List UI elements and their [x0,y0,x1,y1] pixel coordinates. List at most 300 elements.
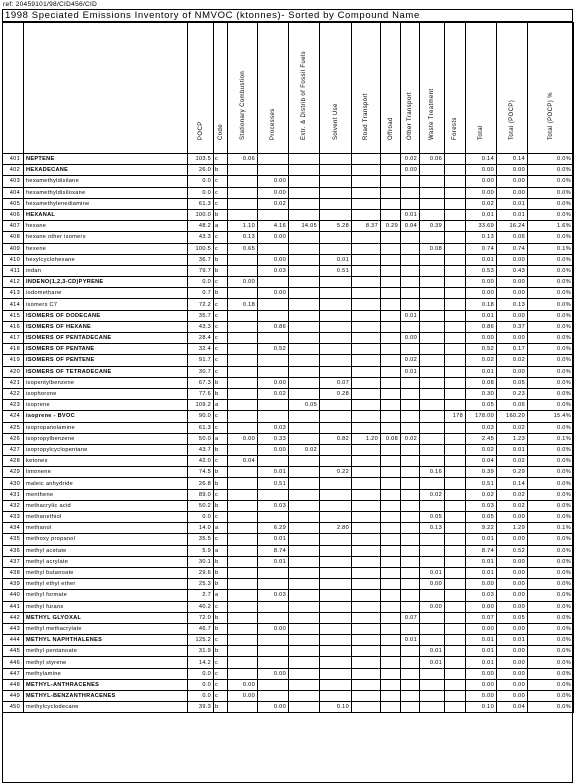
compound-name: INDENO(1,2,3-CD)PYRENE [24,277,188,288]
emission-value [228,444,258,455]
emission-value: 0.00 [258,176,289,187]
compound-name: isopentylbenzene [24,377,188,388]
code-value: b [214,254,228,265]
emission-value [445,165,466,176]
table-row [3,221,574,232]
emission-value: 0.0% [528,355,574,366]
code-value: b [214,165,228,176]
table-row [3,590,574,601]
emission-value [228,321,258,332]
pocp-value: 125.2 [188,635,214,646]
row-index: 420 [3,366,24,377]
emission-value: 0.02 [497,456,528,467]
emission-value [320,310,352,321]
emission-value [401,321,420,332]
emission-value: 0.00 [401,165,420,176]
emission-value [352,679,381,690]
row-index: 428 [3,456,24,467]
table-row [3,422,574,433]
emission-value [420,344,445,355]
emission-value [289,590,320,601]
emission-value [381,512,401,523]
table-title: 1998 Speciated Emissions Inventory of NMVOC (ktonnes)- Sorted by Compound Name [2,9,573,22]
emission-value [320,400,352,411]
emission-value: 4.16 [258,221,289,232]
emission-value [445,232,466,243]
emission-value: 0.1% [528,243,574,254]
emission-value [381,556,401,567]
emission-value: 5.28 [320,221,352,232]
table-row [3,355,574,366]
emission-value [381,377,401,388]
emission-value: 0.00 [228,679,258,690]
emission-value [445,512,466,523]
emission-value: 0.0% [528,478,574,489]
row-index: 448 [3,679,24,690]
emission-value [420,590,445,601]
row-index: 413 [3,288,24,299]
emission-value [352,154,381,165]
code-value: c [214,344,228,355]
emission-value [381,567,401,578]
emission-value: 0.00 [258,187,289,198]
emission-value [420,612,445,623]
emission-value [445,500,466,511]
compound-name: methyl furans [24,601,188,612]
emission-value: 0.0% [528,265,574,276]
emission-value [228,165,258,176]
emission-value: 0.0% [528,165,574,176]
emission-value [352,355,381,366]
table-row [3,702,574,713]
column-header [258,23,289,154]
emission-value [420,534,445,545]
pocp-value: 35.5 [188,534,214,545]
pocp-value: 0.7 [188,288,214,299]
emission-value: 0.22 [320,467,352,478]
pocp-value: 5.9 [188,545,214,556]
emission-value [381,635,401,646]
emission-value: 0.0% [528,691,574,702]
compound-name: ISOMERS OF PENTANE [24,344,188,355]
emission-value [401,277,420,288]
emission-value [401,422,420,433]
row-index: 419 [3,355,24,366]
row-index: 431 [3,489,24,500]
emission-value [401,478,420,489]
emission-value: 0.02 [420,489,445,500]
emission-value [320,176,352,187]
emission-value [420,478,445,489]
emission-value: 0.02 [497,355,528,366]
emission-value [289,422,320,433]
emission-value [228,411,258,422]
emission-value [289,198,320,209]
header-index [3,23,24,154]
emission-value: 9.22 [466,523,497,534]
emission-value [289,534,320,545]
emission-value [320,691,352,702]
emission-value [352,377,381,388]
emission-value: 16.24 [497,221,528,232]
emission-value [289,657,320,668]
emission-value: 0.00 [466,187,497,198]
emission-value [289,612,320,623]
pocp-value: 29.6 [188,567,214,578]
emission-value [258,165,289,176]
emission-value [445,567,466,578]
row-index: 414 [3,299,24,310]
pocp-value: 0.0 [188,691,214,702]
emission-value [258,657,289,668]
emission-value: 0.02 [466,489,497,500]
emission-value [289,310,320,321]
emission-value [381,668,401,679]
emission-value [381,310,401,321]
emission-value [289,691,320,702]
emission-value: 33.69 [466,221,497,232]
emission-value [381,444,401,455]
emission-value: 0.00 [497,288,528,299]
emission-value: 0.02 [497,500,528,511]
table-row [3,556,574,567]
emission-value: 15.4% [528,411,574,422]
emission-value: 0.02 [497,489,528,500]
pocp-value: 79.7 [188,265,214,276]
emission-value [289,288,320,299]
emission-value [352,512,381,523]
compound-name: methyl ethyl ether [24,579,188,590]
emission-value [228,344,258,355]
emission-value [289,579,320,590]
emission-value: 0.04 [401,221,420,232]
emission-value [289,187,320,198]
compound-name: ISOMERS OF PENTENE [24,355,188,366]
emission-value: 0.01 [466,567,497,578]
emission-value: 0.10 [466,702,497,713]
emission-value [420,333,445,344]
emission-value [381,321,401,332]
emission-value [320,344,352,355]
row-index: 416 [3,321,24,332]
emission-value: 0.02 [466,198,497,209]
emission-value [258,400,289,411]
compound-name: ISOMERS OF HEXANE [24,321,188,332]
code-value: c [214,422,228,433]
emission-value [401,534,420,545]
emission-value: 0.00 [466,176,497,187]
emission-value [445,623,466,634]
emission-value: 0.01 [401,635,420,646]
emission-value: 0.01 [466,556,497,567]
emission-value [228,612,258,623]
emission-value [352,165,381,176]
emission-value: 0.00 [258,623,289,634]
emission-value [420,388,445,399]
emission-value [381,411,401,422]
emission-value: 0.01 [466,534,497,545]
emission-value [445,579,466,590]
row-index: 450 [3,702,24,713]
emission-value [320,243,352,254]
emission-value [289,154,320,165]
table-row [3,388,574,399]
emission-value [320,366,352,377]
emission-value [445,601,466,612]
compound-name: NEPTENE [24,154,188,165]
emission-value [445,209,466,220]
emission-value: 8.74 [258,545,289,556]
compound-name: isopropylbenzene [24,433,188,444]
emission-value: 0.00 [497,310,528,321]
emission-value [320,411,352,422]
row-index: 412 [3,277,24,288]
pocp-value: 25.3 [188,579,214,590]
emission-value [320,355,352,366]
emission-value [381,612,401,623]
emission-value: 0.1% [528,433,574,444]
emission-value [258,277,289,288]
emission-value [401,265,420,276]
emission-value [401,467,420,478]
emission-value: 0.00 [497,601,528,612]
emission-value [352,467,381,478]
emission-value [228,388,258,399]
table-row [3,254,574,265]
column-header-label: Total [478,125,484,140]
emission-value [258,635,289,646]
emission-value [445,444,466,455]
row-index: 444 [3,635,24,646]
column-header [381,23,401,154]
emission-value: 0.01 [420,567,445,578]
emission-value: 0.03 [466,590,497,601]
emission-value [445,277,466,288]
compound-name: iodomethane [24,288,188,299]
compound-name: methyl styrene [24,657,188,668]
emission-value [420,545,445,556]
emission-value [352,691,381,702]
emission-value [420,232,445,243]
emission-value [445,288,466,299]
emission-value [289,243,320,254]
emission-value [289,567,320,578]
emission-value [228,187,258,198]
emission-value: 0.00 [497,366,528,377]
emission-value [445,691,466,702]
emission-value: 0.0% [528,467,574,478]
emission-value: 178 [445,411,466,422]
compound-name: methacrylic acid [24,500,188,511]
emission-value: 0.03 [258,422,289,433]
emission-value [381,344,401,355]
emission-value: 0.13 [228,232,258,243]
emission-value: 0.01 [420,646,445,657]
emission-value [258,411,289,422]
row-index: 408 [3,232,24,243]
emission-value: 8.37 [352,221,381,232]
emission-value [228,579,258,590]
emission-value: 0.05 [466,400,497,411]
emission-value: 0.00 [497,512,528,523]
emission-value: 0.52 [258,344,289,355]
emission-value: 0.01 [466,646,497,657]
emission-value [352,176,381,187]
table-row [3,198,574,209]
emission-value [420,668,445,679]
emission-value [445,321,466,332]
code-value: b [214,556,228,567]
row-index: 446 [3,657,24,668]
emission-value [258,601,289,612]
column-header [528,23,574,154]
emission-value [352,623,381,634]
emission-value: 0.00 [258,377,289,388]
emission-value [401,489,420,500]
emission-value [320,612,352,623]
pocp-value: 14.0 [188,523,214,534]
table-row [3,467,574,478]
emission-value: 2.80 [320,523,352,534]
row-index: 441 [3,601,24,612]
emission-value [401,512,420,523]
emission-value: 0.04 [228,456,258,467]
emission-value [401,254,420,265]
emission-value: 0.00 [497,657,528,668]
emission-value [320,299,352,310]
emission-value [228,668,258,679]
emission-value: 0.05 [466,512,497,523]
emission-value: 160.20 [497,411,528,422]
emission-value [258,567,289,578]
emission-value [445,668,466,679]
emission-value [401,646,420,657]
emission-value: 0.02 [401,154,420,165]
emission-value [320,657,352,668]
emission-value [381,288,401,299]
emission-value [381,243,401,254]
row-index: 438 [3,567,24,578]
row-index: 429 [3,467,24,478]
emission-value [320,567,352,578]
emission-value [258,679,289,690]
pocp-value: 26.0 [188,165,214,176]
emission-value: 0.39 [466,467,497,478]
emission-value [381,601,401,612]
emission-value [401,523,420,534]
emission-value: 0.0% [528,500,574,511]
emission-value [289,456,320,467]
emission-value [381,534,401,545]
emission-value: 0.02 [401,433,420,444]
emission-value: 0.08 [420,243,445,254]
table-row [3,288,574,299]
emission-value [445,478,466,489]
pocp-value: 2.7 [188,590,214,601]
pocp-value: 61.3 [188,198,214,209]
emissions-table [2,22,574,713]
emission-value: 0.08 [381,433,401,444]
emission-value [258,366,289,377]
code-value: b [214,567,228,578]
emission-value [352,478,381,489]
emission-value: 0.00 [497,165,528,176]
emission-value [289,277,320,288]
emission-value: 0.07 [466,612,497,623]
emission-value [381,523,401,534]
emission-value: 0.52 [497,545,528,556]
emission-value [352,590,381,601]
column-header-label: Extr. & Distrib of Fossil Fuels [301,50,307,140]
column-header [352,23,381,154]
pocp-value: 39.3 [188,702,214,713]
pocp-value: 77.6 [188,388,214,399]
table-row [3,411,574,422]
compound-name: menthene [24,489,188,500]
emission-value: 0.0% [528,344,574,355]
table-row [3,657,574,668]
column-header-label: Forests [452,117,458,140]
emission-value: 0.03 [466,500,497,511]
emission-value [381,388,401,399]
table-row [3,400,574,411]
emission-value [352,411,381,422]
emission-value: 0.01 [466,254,497,265]
emission-value [320,556,352,567]
row-index: 410 [3,254,24,265]
compound-name: METHYL-BENZANTHRACENES [24,691,188,702]
pocp-value: 50.2 [188,500,214,511]
pocp-value: 72.0 [188,612,214,623]
emission-value [352,646,381,657]
column-header [420,23,445,154]
emission-value [445,344,466,355]
emission-value: 0.0% [528,534,574,545]
table-row [3,623,574,634]
emission-value [228,567,258,578]
emission-value [401,657,420,668]
pocp-value: 42.0 [188,456,214,467]
emission-value [320,534,352,545]
emission-value [381,333,401,344]
emission-value [228,523,258,534]
emission-value [228,288,258,299]
emission-value: 0.18 [228,299,258,310]
emission-value [445,198,466,209]
emission-value [289,623,320,634]
emission-value: 0.03 [258,265,289,276]
emission-value: 8.74 [466,545,497,556]
compound-name: methyl butanoate [24,567,188,578]
pocp-value: 36.7 [188,254,214,265]
emission-value [289,411,320,422]
emission-value: 0.05 [497,612,528,623]
emission-value: 0.03 [258,590,289,601]
emission-value: 0.00 [497,277,528,288]
emission-value: 0.00 [497,679,528,690]
emission-value [420,277,445,288]
code-value: c [214,355,228,366]
emission-value [401,590,420,601]
code-value: a [214,523,228,534]
emission-value [258,456,289,467]
emission-value [258,209,289,220]
code-value: c [214,456,228,467]
pocp-value: 0.0 [188,187,214,198]
table-row [3,366,574,377]
emission-value: 0.0% [528,176,574,187]
table-row [3,187,574,198]
